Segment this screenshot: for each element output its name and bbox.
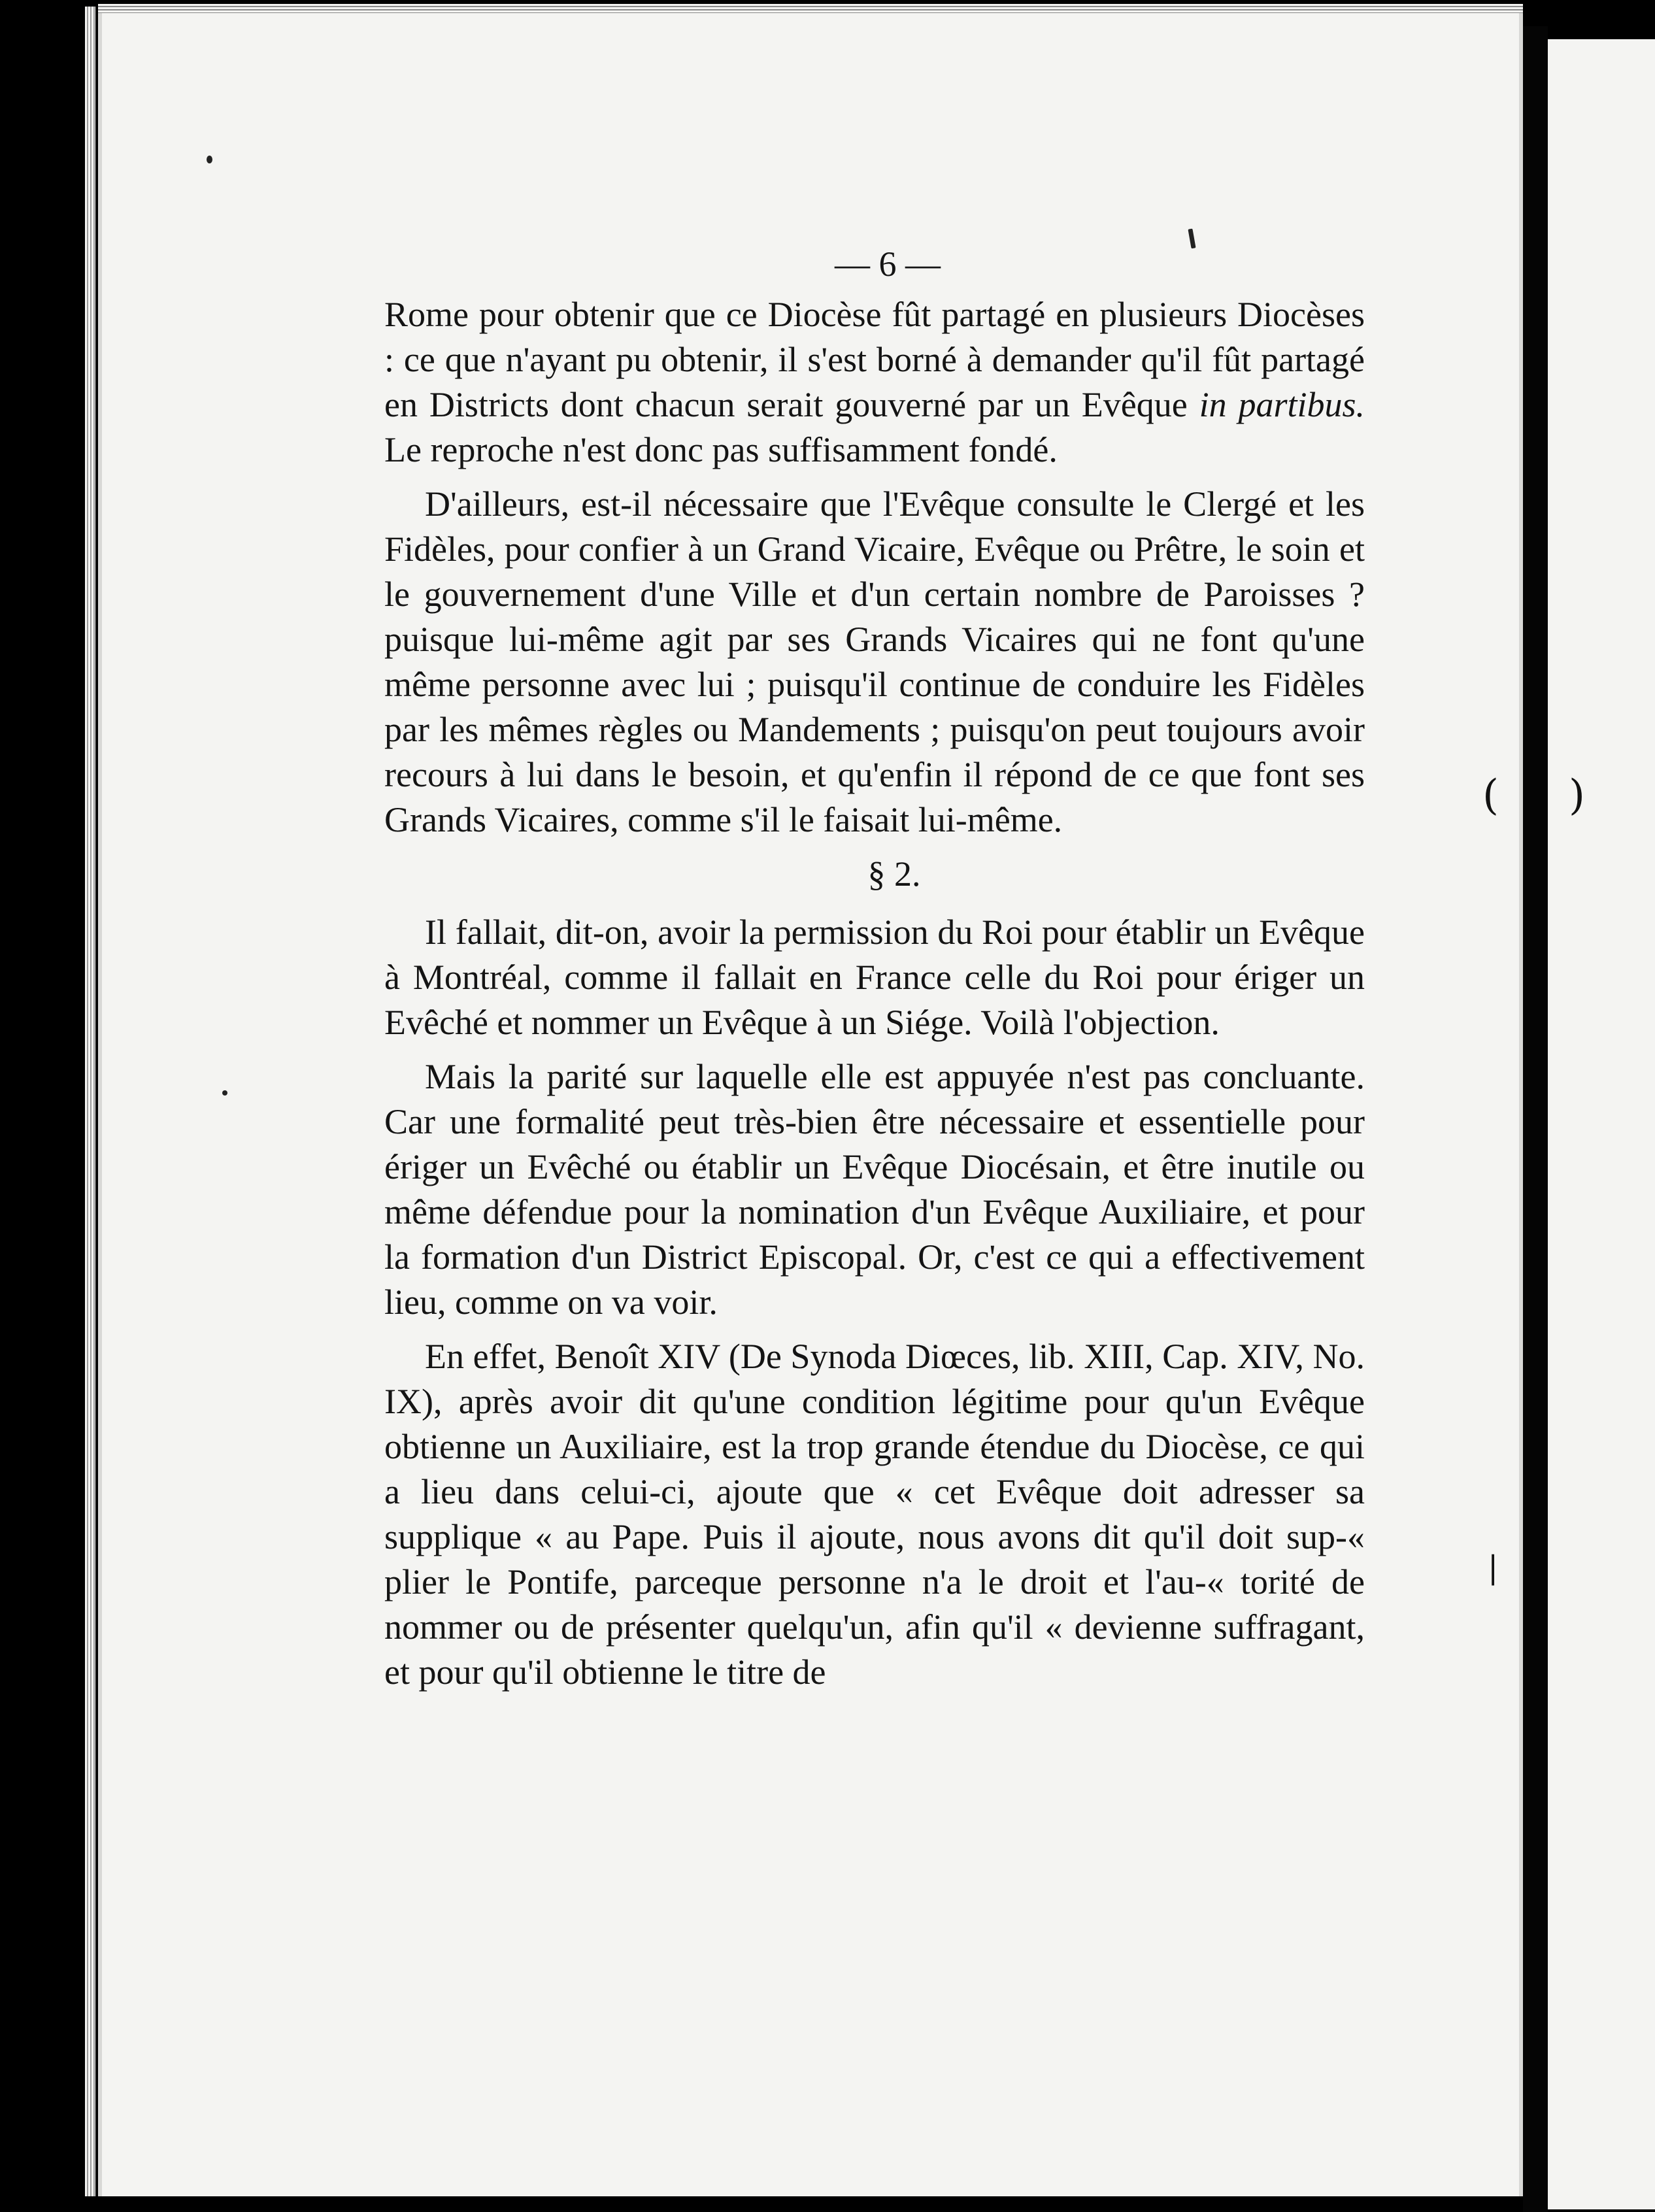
page-text: [384, 242, 1365, 1704]
book-gutter: [1523, 26, 1548, 2212]
paragraph-3: Il fallait, dit-on, avoir la permission du Roi pour établir un Evêque à Montréal, comme il fallait en France celle du Roi pour ériger un Evêché et nommer un Evêque à un Siége. Voilà l'objection.: [384, 913, 1365, 1042]
paragraph-1-italic: in partibus.: [1199, 385, 1365, 424]
margin-bar: |: [1488, 1549, 1499, 1586]
paragraph-1-text-b: Le reproche n'est donc pas suffisamment fondé.: [384, 430, 1058, 469]
paragraph-1: [384, 292, 1365, 473]
margin-paren-right: ): [1569, 771, 1585, 820]
facing-page: [1548, 39, 1655, 2209]
page-number: — 6 —: [835, 244, 941, 284]
page-top-edge: [98, 4, 1523, 13]
paragraph-5: En effet, Benoît XIV (De Synoda Diœces, lib. XIII, Cap. XIV, No. IX), après avoir dit qu'une condition légitime pour qu'un Evêque obtienne un Auxiliaire, est la trop grande étendue du Diocèse, ce qui a lieu dans celui-ci, ajoute que « cet Evêque doit adresser sa supplique « au Pape. Puis il ajoute, nous avons dit qu'il doit sup-« plier le Pontife, parceque personne n'a le droit et l'au-« torité de nommer ou de présenter quelqu'un, afin qu'il « devienne suffragant, et pour qu'il obtienne le titre de: [384, 1337, 1365, 1692]
paragraph-4: Mais la parité sur laquelle elle est appuyée n'est pas concluante. Car une formalité peut très-bien être nécessaire et essentielle pour ériger un Evêché ou établir un Evêque Diocésain, et être inutile ou même défendue pour la nomination d'un Evêque Auxiliaire, et pour la formation d'un District Episcopal. Or, c'est ce qui a effectivement lieu, comme on va voir.: [384, 1057, 1365, 1322]
section-heading: § 2.: [867, 854, 921, 894]
paragraph-2: D'ailleurs, est-il nécessaire que l'Evêque consulte le Clergé et les Fidèles, pour confier à un Grand Vicaire, Evêque ou Prêtre, le soin et le gouvernement d'une Ville et d'un certain nombre de Paroisses ? puisque lui-même agit par ses Grands Vicaires qui ne font qu'une même personne avec lui ; puisqu'il continue de conduire les Fidèles par les mêmes règles ou Mandements ; puisqu'on peut toujours avoir recours à lui dans le besoin, et qu'enfin il répond de ce que font ses Grands Vicaires, comme s'il le faisait lui-même.: [384, 484, 1365, 839]
ink-speck: [207, 156, 212, 163]
page-stack-edge: [85, 7, 95, 2196]
paragraph-1-text-a: Rome pour obtenir que ce Diocèse fût partagé en plusieurs Diocèses : ce que n'ayant pu obtenir, il s'est borné à demander qu'il fût partagé en Districts dont chacun serait gouverné par un Evêque: [384, 295, 1365, 424]
margin-paren-left: (: [1482, 771, 1499, 820]
ink-speck: [222, 1090, 227, 1096]
